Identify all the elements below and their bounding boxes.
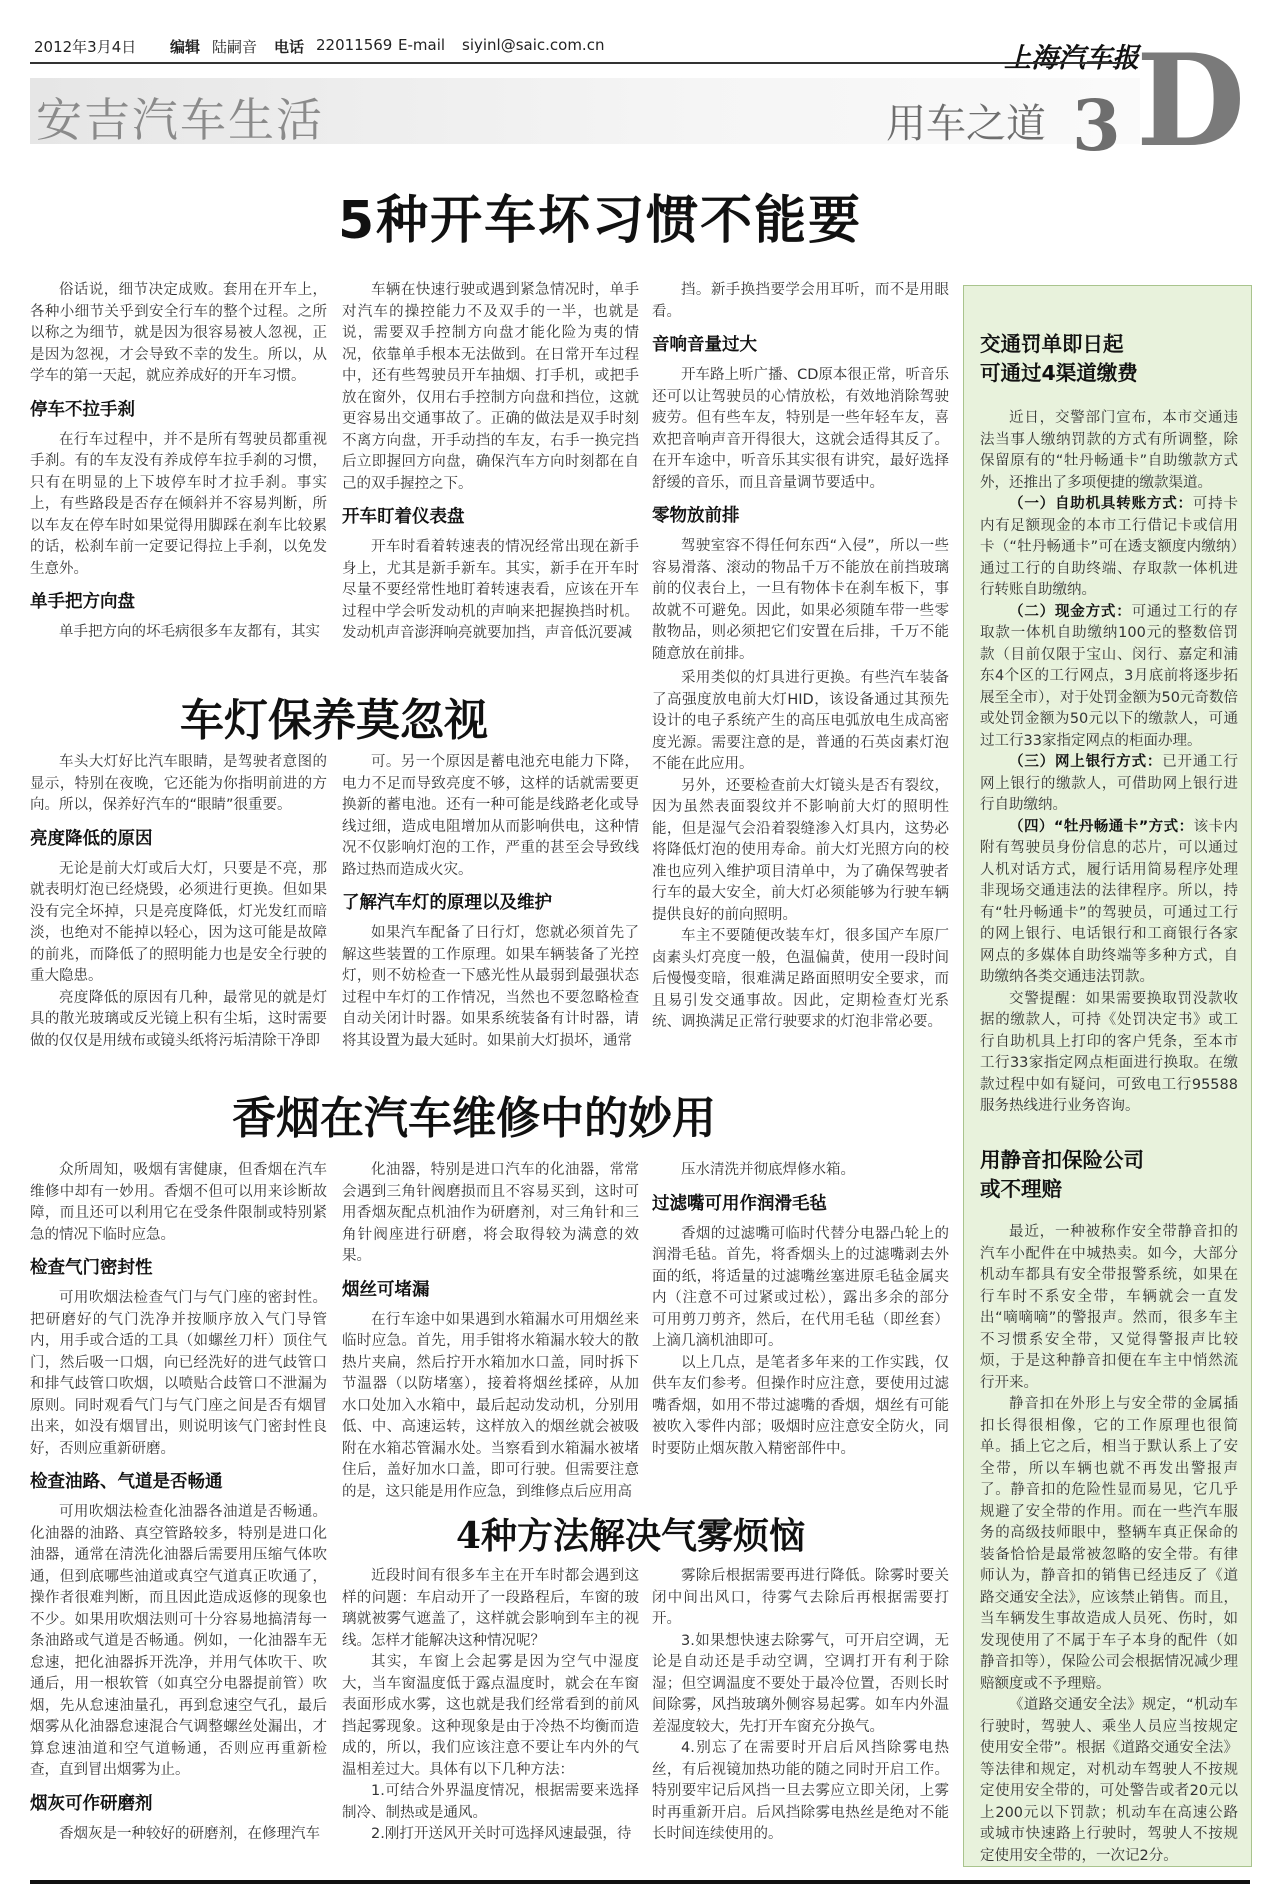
section-title: 安吉汽车生活 [36,93,324,147]
paragraph: 可用吹烟法检查化油器各油道是否畅通。化油器的油路、真空管路较多，特别是进口化油器，通常在清洗化油器后需要用压缩气体吹通，但到底哪些油道或真空气道真正吹通了，操作者很难判断，而且因此造成返修的现象也不少。如果用吹烟法则可十分容易地搞清每一条油路或气道是否畅通。例如，一化油器车无怠速，把化油器拆开洗净，并用气体吹干、吹通后，用一根软管（如真空分电器提前管）吹烟，先从怠速油量孔，再到怠速空气孔，最后烟雾从化油器怠速混合气调整螺丝处漏出，才算怠速油道和空气道畅通，否则应再重新检查，直到冒出烟雾为止。 [30,1504,327,1778]
lead-label: （三）网上银行方式： [1009,754,1163,770]
article4-column-1 [342,1566,639,1870]
sidebar-story1-title-line2: 可通过4渠道缴费 [980,361,1138,385]
paragraph [980,817,1238,989]
article2-column-2 [342,752,639,1052]
subheading: 烟丝可堵漏 [342,1279,430,1300]
article2-column-1 [30,752,327,1052]
article2-title: 车灯保养莫忽视 [180,695,488,746]
paragraph: 雾除后根据需要再进行降低。除雾时要关闭中间出风口，待雾气去除后再根据需要打开。 [652,1568,949,1627]
article1-column-3 [652,280,949,662]
paragraph: 3.如果想快速去除雾气，可开启空调，无论是自动还是手动空调，空调打开有利于除湿；但空调温度不要处于最冷位置，否则长时间除雾，风挡玻璃外侧容易起雾。如车内外温差湿度较大，先打开车窗充分换气。 [652,1632,949,1735]
sidebar-story2-title-line1: 用静音扣保险公司 [980,1148,1144,1172]
sidebar-story2-title-line2: 或不理赔 [980,1177,1062,1201]
paragraph: 车辆在快速行驶或遇到紧急情况时，单手对汽车的操控能力不及双手的一半，也就是说，需要双手控制方向盘才能化险为夷的情况，依靠单手根本无法做到。在日常开车过程中，还有些驾驶员开车抽烟、打手机，或把手放在窗外，仅用右手控制方向盘和挡位，这就更容易出交通事故了。正确的做法是双手时刻不离方向盘，开手动挡的车友，右手一换完挡后立即握回方向盘，确保汽车方向时刻都在自己的双手握控之下。 [342,282,639,492]
subheading: 零物放前排 [652,506,740,526]
paragraph-text: 已开通工行网上银行的缴款人，可借助网上银行进行自助缴纳。 [980,754,1239,813]
paragraph: 香烟灰是一种较好的研磨剂，在修理汽车 [59,1825,320,1842]
newspaper-logo: 上海汽车报 [1004,43,1139,74]
paragraph: 4.别忘了在需要时开启后风挡除雾电热丝，有后视镜加热功能的随之同时开启工作。特别要牢记后风挡一旦去雾应立即关闭，上雾时再重新开启。后风挡除雾电热丝是绝对不能长时间连续使用的。 [652,1740,949,1842]
paragraph-text: 最近，一种被称作安全带静音扣的汽车小配件在中城热卖。如今，大部分机动车都具有安全带报警系统，如果在行车时不系安全带，车辆就会一直发出“嘀嘀嘀”的警报声。然而，很多车主不习惯系安全带，又觉得警报声比较烦，于是这种静音扣便在车主中悄然流行开来。 [980,1224,1238,1391]
subheading: 开车盯着仪表盘 [342,507,465,527]
subheading: 音响音量过大 [652,335,757,355]
paragraph: 车主不要随便改装车灯，很多国产车原厂卤素头灯亮度一般，色温偏黄，使用一段时间后慢慢变暗，很难满足路面照明安全要求，而且易引发交通事故。因此，定期检查灯光系统、调换满足正常行驶要求的灯泡非常必要。 [652,928,949,1030]
subheading: 了解汽车灯的原理以及维护 [342,893,552,913]
section-subtitle: 用车之道 [886,101,1046,147]
paragraph: 开车时看着转速表的情况经常出现在新手身上，尤其是新手新车。其实，新手在开车时尽量不要经常性地盯着转速表看，应该在开车过程中学会听发动机的声响来把握换挡时机。发动机声音澎湃响亮就要加挡，声音低沉要减 [342,539,639,641]
subheading: 停车不拉手刹 [30,399,135,420]
article3-column-2 [342,1160,639,1500]
lead-label: （四）“牡丹畅通卡”方式： [1009,818,1194,835]
footer-rule [30,1880,1250,1884]
paragraph-text: 该卡内附有驾驶员身份信息的芯片，可以通过人机对话方式，履行话用简易程序处理非现场交通违法的法律程序。所以，持有“牡丹畅通卡”的驾驶员，可通过工行的网上银行、电话银行和工商银行各家网点的多媒体自助终端等多种方式，自助缴纳各类交通违法罚款。 [980,818,1239,985]
header-rule [30,62,1130,64]
sidebar-story2-title [980,1146,1144,1204]
paragraph: 在行车过程中，并不是所有驾驶员都重视手刹。有的车友没有养成停车拉手刹的习惯，只有在明显的上下坡停车时才拉手刹。事实上，有些路段是否存在倾斜并不容易判断，所以车友在停车时如果觉得用脚踩在刹车比较累的话，松刹车前一定要记得拉上手刹，以免发生意外。 [30,431,327,577]
article1-title: 5种开车坏习惯不能要 [338,191,863,251]
article3-title: 香烟在汽车维修中的妙用 [232,1093,716,1144]
paragraph [980,752,1238,817]
page-letter: D [1136,27,1246,175]
sidebar-story2-body [980,1222,1238,1864]
paragraph: 挡。新手换挡要学会用耳听，而不是用眼看。 [652,282,949,320]
paragraph-text: 可持卡内有足额现金的本市工行借记卡或信用卡（“牡丹畅通卡”可在透支额度内缴纳）通过工行的自助终端、存取款一体机进行转账自助缴纳。 [980,496,1239,598]
paragraph: 2.刚打开送风开关时可选择风速最强，待 [371,1826,632,1842]
paragraph-text: 近日，交警部门宣布，本市交通违法当事人缴纳罚款的方式有所调整，除保留原有的“牡丹畅通卡”自助缴款方式外，还推出了多项便捷的缴款渠道。 [980,410,1238,491]
article3-column-1 [30,1160,327,1870]
sidebar-story1-body [980,408,1238,1126]
sidebar-story1-title-line1: 交通罚单即日起 [980,332,1124,356]
paragraph: 俗话说，细节决定成败。套用在开车上，各种小细节关乎到安全行车的整个过程。之所以称之为细节，就是因为很容易被人忽视，正是因为忽视，才会导致不幸的发生。所以，从学车的第一天起，就应养成好的开车习惯。 [30,282,327,384]
paragraph: 另外，还要检查前大灯镜头是否有裂纹，因为虽然表面裂纹并不影响前大灯的照明性能，但是湿气会沿着裂缝渗入灯具内，这势必将降低灯泡的使用寿命。前大灯光照方向的校准也应列入维护项目清单中，为了确保驾驶者行车的最大安全，前大灯必须能够为行驶车辆提供良好的前向照明。 [652,777,949,923]
paragraph [980,1695,1238,1867]
paragraph: 压水清洗并彻底焊修水箱。 [681,1162,855,1178]
subheading: 亮度降低的原因 [30,828,153,849]
subheading: 检查气门密封性 [30,1258,153,1278]
email-address: siyinl@saic.com.cn [462,36,605,54]
paragraph-text: 《道路交通安全法》规定，“机动车行驶时，驾驶人、乘坐人员应当按规定使用安全带”。根据《道路交通安全法》等法律和规定，对机动车驾驶人不按规定使用安全带的，可处警告或者20元以上200元以下罚款；机动车在高速公路或城市快速路上行驶时，驾驶人不按规定使用安全带的，一次记2分。 [980,1697,1238,1864]
article4-title: 4种方法解决气雾烦恼 [456,1515,806,1557]
paragraph: 在行车途中如果遇到水箱漏水可用烟丝来临时应急。首先，用手钳将水箱漏水较大的散热片夹扁，然后拧开水箱加水口盖，同时拆下节温器（以防堵塞），接着将烟丝揉碎，从加水口处加入水箱中，最后起动发动机，分别用低、中、高速运转，这样放入的烟丝就会被吸附在水箱芯管漏水处。当察看到水箱漏水被堵住后，盖好加水口盖，即可行驶。但需要注意的是，这只能是用作应急，到维修点后应用高 [342,1311,639,1500]
paragraph-text: 交警提醒：如果需要换取罚没款收据的缴款人，可持《处罚决定书》或工行自助机具上打印的客户凭条，至本市工行33家指定网点柜面进行换取。在缴款过程中如有疑问，可致电工行95588服务热线进行业务咨询。 [980,990,1238,1114]
paragraph [980,989,1238,1118]
subheading: 检查油路、气道是否畅通 [30,1472,223,1492]
paragraph [980,1222,1238,1394]
paragraph: 亮度降低的原因有几种，最常见的就是灯具的散光玻璃或反光镜上积有尘垢，这时需要做的仅仅是用绒布或镜头纸将污垢清除干净即 [30,989,327,1049]
sidebar-story1-title [980,330,1138,388]
subheading: 烟灰可作研磨剂 [30,1793,153,1814]
paragraph: 单手把方向的坏毛病很多车友都有，其实 [59,624,320,640]
paragraph: 可。另一个原因是蓄电池充电能力下降，电力不足而导致亮度不够，这样的话就需要更换新的蓄电池。还有一种可能是线路老化或导线过细，造成电阻增加从而影响供电，这种情况不仅影响灯泡的工作，严重的甚至会导致线路过热而造成火灾。 [342,754,639,878]
subheading: 单手把方向盘 [30,592,135,612]
paragraph: 其实，车窗上会起雾是因为空气中湿度大，当车窗温度低于露点温度时，就会在车窗表面形成水雾，这也就是我们经常看到的前风挡起雾现象。这种现象是由于冷热不均衡而造成的，所以，我们应该注意不要让车内外的气温相差过大。具体有以下几种方法： [342,1654,639,1778]
paragraph-text: 可通过工行的存取款一体机自助缴纳100元的整数倍罚款（目前仅限于宝山、闵行、嘉定和浦东4个区的工行网点，3月底前将逐步拓展至全市），对于处罚金额为50元奇数倍或处罚金额为50元以下的缴款人，可通过工行33家指定网点的柜面办理。 [980,603,1239,749]
paragraph: 以上几点，是笔者多年来的工作实践，仅供车友们参考。但操作时应注意，要使用过滤嘴香烟，如用不带过滤嘴的香烟，烟丝有可能被吹入零件内部；吸烟时应注意安全防火，同时要防止烟灰散入精密部件中。 [652,1354,949,1457]
lead-label: （一）自助机具转账方式： [1009,496,1193,512]
paragraph [980,602,1238,753]
phone-number: 22011569 [316,36,393,54]
paragraph: 驾驶室容不得任何东西“入侵”，所以一些容易滑落、滚动的物品千万不能放在前挡玻璃前的仪表台上，一旦有物体卡在刹车板下，事故就不可避免。因此，如果必须随车带一些零散物品，则必须把它们安置在后排，千万不能随意放在前排。 [652,538,949,662]
paragraph: 车头大灯好比汽车眼睛，是驾驶者意图的显示，特别在夜晚，它还能为你指明前进的方向。所以，保养好汽车的“眼睛”很重要。 [30,754,327,813]
paragraph: 化油器，特别是进口汽车的化油器，常常会遇到三角针阀磨损而且不容易买到，这时可用香烟灰配点机油作为研磨剂，对三角针和三角针阀座进行研磨，将会取得较为满意的效果。 [342,1162,639,1264]
article1-column-1 [30,280,327,652]
paragraph: 近段时间有很多车主在开车时都会遇到这样的问题：车启动开了一段路程后，车窗的玻璃就被雾气遮盖了，这样就会影响到车主的视线。怎样才能解决这种情况呢？ [342,1568,639,1649]
article4-column-2 [652,1566,949,1870]
article2-column-3 [652,668,949,1052]
paragraph-text: 静音扣在外形上与安全带的金属插扣长得很相像，它的工作原理也很简单。插上它之后，相当于默认系上了安全带，所以车辆也就不再发出警报声了。静音扣的危险性显而易见，它几乎规避了安全带的作用。而在一些汽车服务的高级技师眼中，整辆车真正保命的装备恰恰是最常被忽略的安全带。有律师认为，静音扣的销售已经违反了《道路交通安全法》，应该禁止销售。而且，当车辆发生事故造成人员死、伤时，如发现使用了不属于车子本身的配件（如静音扣等），保险公司会根据情况减少理赔额度或不予理赔。 [980,1396,1238,1692]
issue-date: 2012年3月4日 [34,38,137,56]
paragraph: 众所周知，吸烟有害健康，但香烟在汽车维修中却有一妙用。香烟不但可以用来诊断故障，而且还可以利用它在受条件限制或特别紧急的情况下临时应急。 [30,1162,327,1243]
article1-column-2 [342,280,639,652]
paragraph: 无论是前大灯或后大灯，只要是不亮，那就表明灯泡已经烧毁，必须进行更换。但如果没有完全坏掉，只是亮度降低，灯光发红而暗淡，也绝对不能掉以轻心，因为这可能是故障的前兆，而降低了的照明能力也是安全行驶的重大隐患。 [30,860,327,984]
editor-name: 陆嗣音 [212,38,258,56]
paragraph [980,494,1238,602]
phone-label: 电话 [274,38,305,56]
paragraph: 可用吹烟法检查气门与气门座的密封性。把研磨好的气门洗净并按顺序放入气门导管内，用手或合适的工具（如螺丝刀杆）顶住气门，然后吸一口烟，向已经洗好的进气歧管口和排气歧管口吹烟，以喷贴合歧管口不泄漏为原则。同时观看气门与气门座之间是否有烟冒出来，如没有烟冒出，则说明该气门密封性良好，否则应重新研磨。 [30,1290,327,1457]
paragraph: 如果汽车配备了日行灯，您就必须首先了解这些装置的工作原理。如果车辆装备了光控灯，则不妨检查一下感光性从最弱到最强状态过程中车灯的工作情况，当然也不要忽略检查自动关闭计时器。如果系统装备有计时器，请将其设置为最大延时。如果前大灯损坏，通常 [342,925,639,1049]
paragraph: 香烟的过滤嘴可临时代替分电器凸轮上的润滑毛毡。首先，将香烟头上的过滤嘴剥去外面的纸，将适量的过滤嘴丝塞进原毛毡金属夹内（注意不可过紧或过松），露出多余的部分可用剪刀剪齐，然后，在代用毛毡（即丝套）上滴几滴机油即可。 [652,1225,949,1349]
paragraph: 采用类似的灯具进行更换。有些汽车装备了高强度放电前大灯HID，该设备通过其预先设计的电子系统产生的高压电弧放电生成高密度光源。需要注意的是，普通的石英卤素灯泡不能在此应用。 [652,670,949,772]
lead-label: （二）现金方式： [1009,603,1132,620]
paragraph [980,408,1238,494]
subheading: 过滤嘴可用作润滑毛毡 [652,1193,827,1214]
paragraph: 开车路上听广播、CD原本很正常，听音乐还可以让驾驶员的心情放松，有效地消除驾驶疲劳。但有些车友，特别是一些年轻车友，喜欢把音响声音开得很大，这就会适得其反了。在开车途中，听音乐其实很有讲究，最好选择舒缓的音乐，而且音量调节要适中。 [652,367,949,491]
article3-column-3 [652,1160,949,1500]
paragraph: 1.可结合外界温度情况，根据需要来选择制冷、制热或是通风。 [342,1783,639,1821]
paragraph [980,1394,1238,1695]
editor-label: 编辑 [170,38,201,56]
page-number: 3 [1072,84,1121,167]
email-label: E-mail [398,36,446,54]
